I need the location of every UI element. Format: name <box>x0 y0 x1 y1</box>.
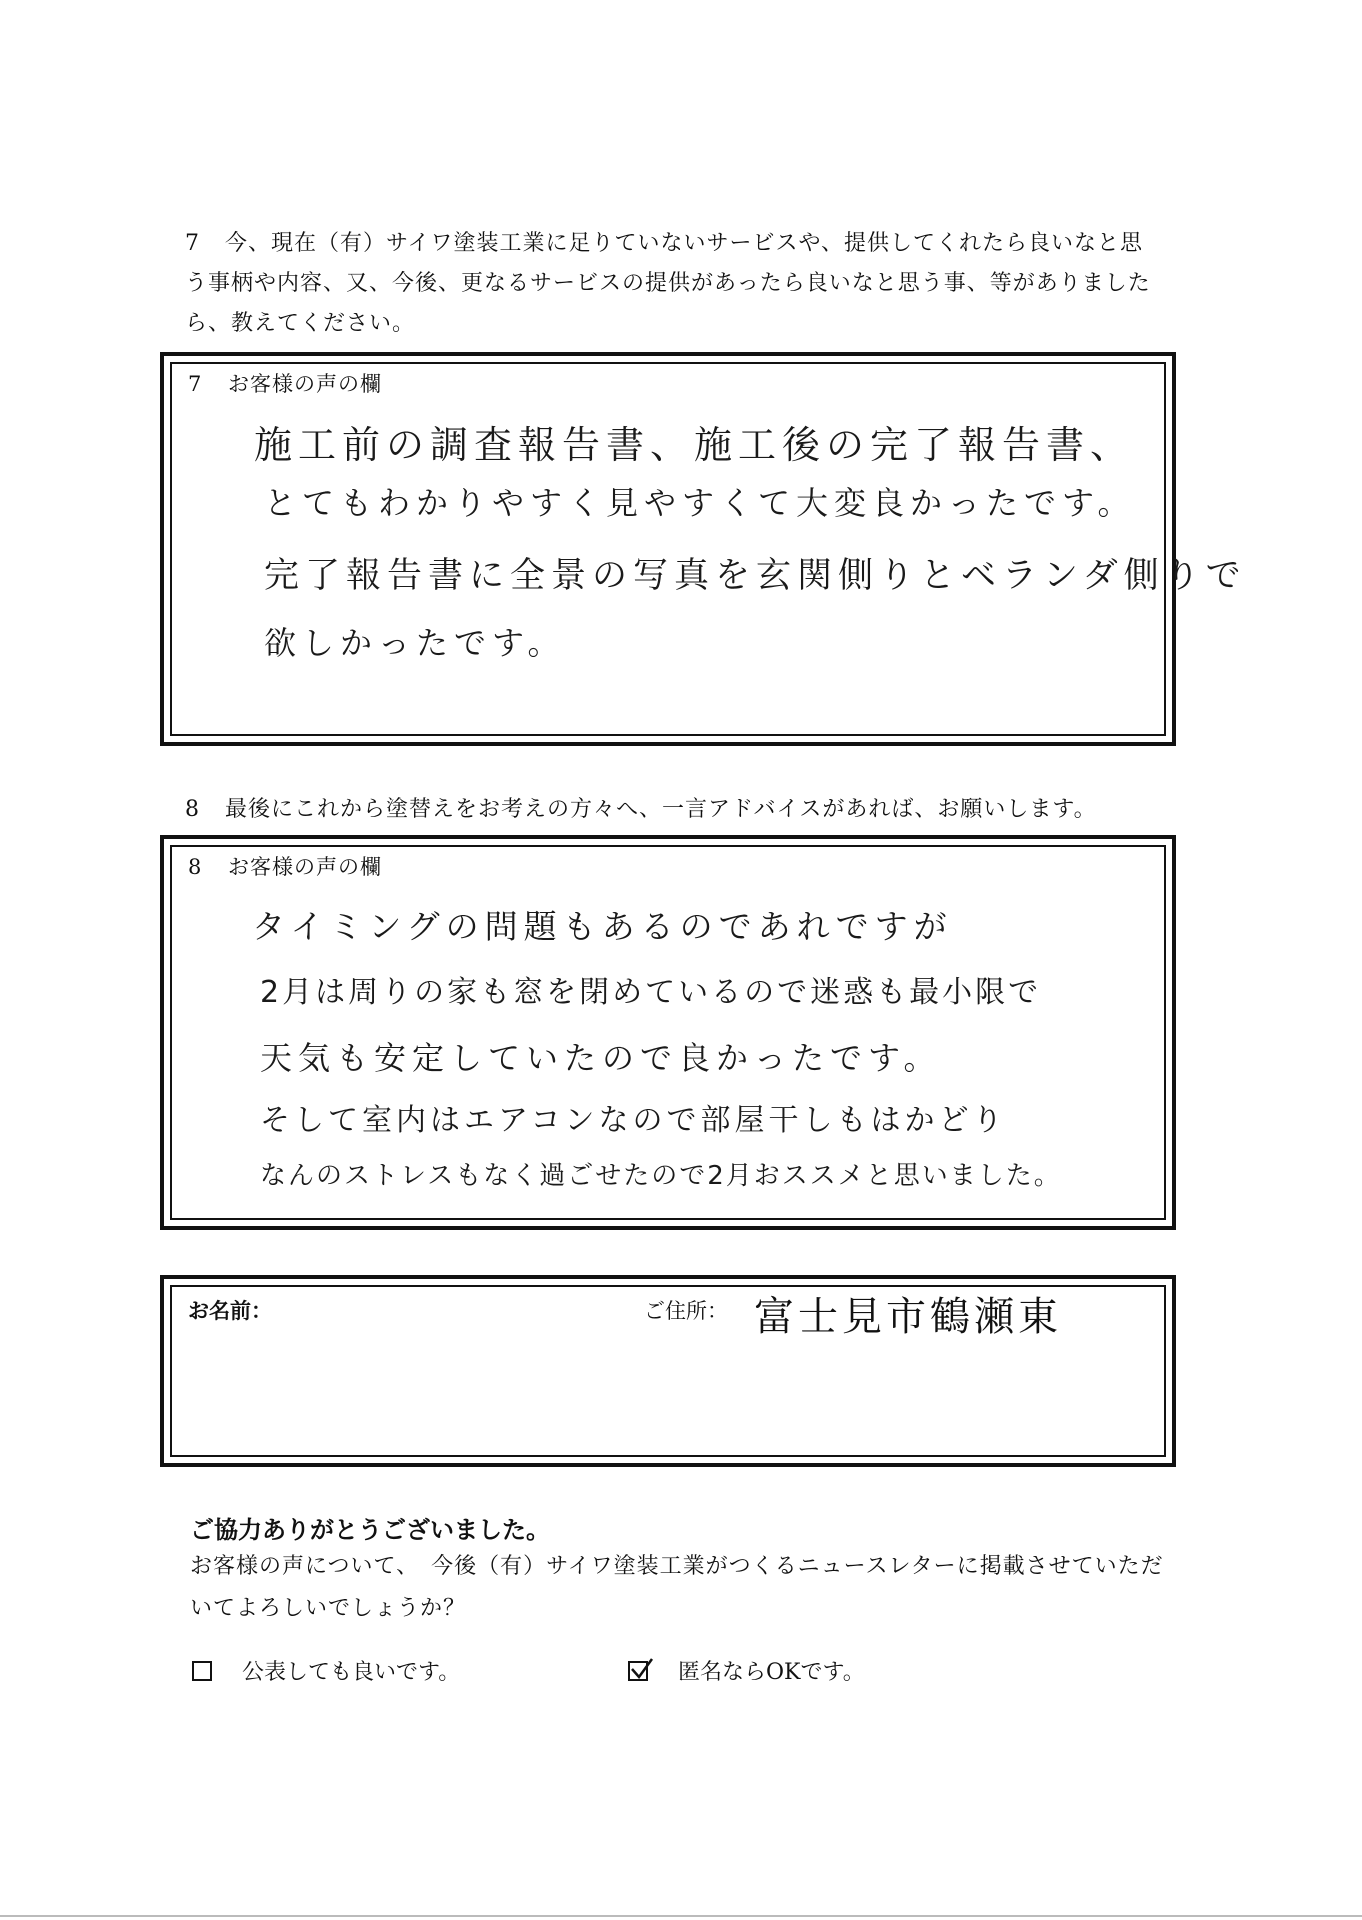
customer-info-box <box>160 1275 1176 1467</box>
answer-7-line-2: とてもわかりやすく見やすくて大変良かったです。 <box>264 484 1136 522</box>
public-checkbox[interactable] <box>192 1661 212 1681</box>
answer-8-line-2: 2月は周りの家も窓を閉めているので迷惑も最小限で <box>260 975 1042 1010</box>
question-7-text: 今、現在（有）サイワ塗装工業に足りていないサービスや、提供してくれたら良いなと思う事柄や内容、又、今後、更なるサービスの提供があったら良いなと思う事、等がありましたら、教えてください。 <box>185 231 1151 336</box>
answer-box-7 <box>160 352 1247 746</box>
answer-8-line-4: そして室内はエアコンなので部屋干しもはかどり <box>260 1103 1007 1138</box>
option-public-label: 公表しても良いです。 <box>242 1660 461 1685</box>
option-anonymous[interactable] <box>628 1655 865 1686</box>
answer-7-line-4: 欲しかったです。 <box>264 624 566 662</box>
scan-edge-line <box>0 1915 1362 1917</box>
question-7 <box>185 224 1165 344</box>
answer-box-8 <box>160 835 1176 1230</box>
answer-8-line-3: 天気も安定していたので良かったです。 <box>260 1039 942 1077</box>
answer-7-line-1: 施工前の調査報告書、施工後の完了報告書、 <box>254 423 1135 467</box>
consent-question: お客様の声について、 今後（有）サイワ塗装工業がつくるニュースレターに掲載させていただいてよろしいでしょうか？ <box>190 1554 1164 1621</box>
question-8-number: 8 <box>185 797 200 822</box>
answer-box-7-label: 7 お客様の声の欄 <box>188 372 382 396</box>
answer-8-line-1: タイミングの問題もあるのであれですが <box>252 907 953 946</box>
question-8 <box>185 790 1165 830</box>
anonymous-checkbox[interactable] <box>628 1661 648 1681</box>
answer-box-8-label: 8 お客様の声の欄 <box>188 855 382 879</box>
answer-7-line-3: 完了報告書に全景の写真を玄関側りとベランダ側りで <box>264 556 1247 596</box>
address-label: ご住所： <box>644 1299 728 1323</box>
checkmark-icon <box>628 1655 656 1683</box>
question-7-number: 7 <box>185 231 200 256</box>
answer-8-line-5: なんのストレスもなく過ごせたので2月おススメと思いました。 <box>260 1161 1062 1191</box>
address-value: 富士見市鶴瀬東 <box>754 1294 1062 1340</box>
thanks-message: ご協力ありがとうございました。 <box>190 1516 550 1544</box>
option-anonymous-label: 匿名ならOKです。 <box>678 1660 865 1685</box>
name-label: お名前： <box>188 1299 272 1323</box>
option-public[interactable] <box>192 1655 460 1686</box>
question-8-text: 最後にこれから塗替えをお考えの方々へ、一言アドバイスがあれば、お願いします。 <box>225 797 1097 822</box>
